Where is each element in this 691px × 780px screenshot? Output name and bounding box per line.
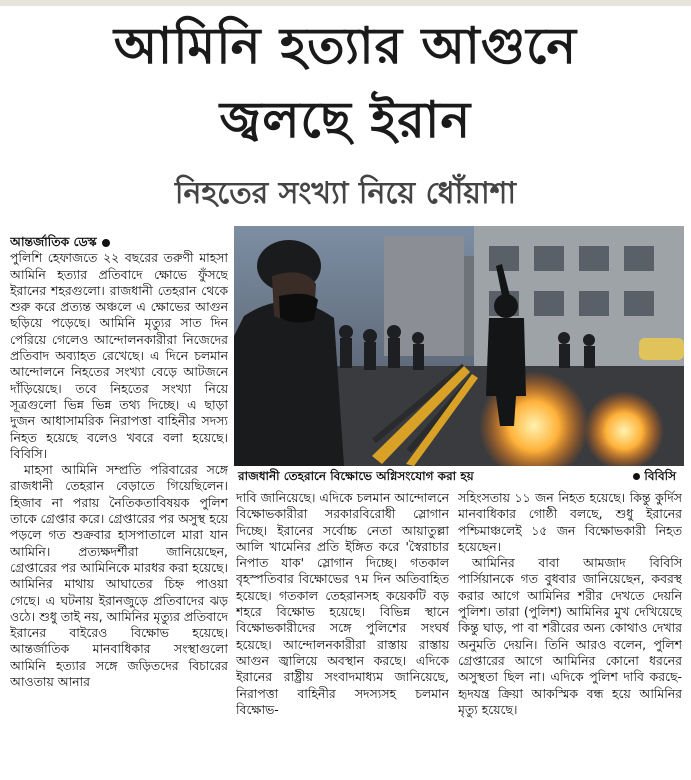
article-column-2 (236, 490, 449, 774)
subtitle: নিহতের সংখ্যা নিয়ে ধোঁয়াশা (174, 176, 517, 211)
protest-fire-image (234, 226, 684, 466)
headline-line-1: আমিনি হত্যার আগুনে (113, 17, 578, 75)
photo-credit: বিবিসি (633, 466, 676, 486)
article-column-1 (10, 234, 228, 774)
article-column-3 (458, 490, 682, 774)
paragraph-2: মাহসা আমিনি সম্প্রতি পরিবারের সঙ্গে রাজধানী তেহরান বেড়াতে গিয়েছিলেন। হিজাব না পরায় নৈতিকতাবিষয়ক পুলিশ তাকে গ্রেপ্তার করে। গ্রেপ্তারের পর অসুস্থ হয়ে পড়লে গত শুক্রবার হাসপাতালে মারা যান আমিনি। প্রত্যক্ষদর্শীরা জানিয়েছেন, গ্রেপ্তারের পর আমিনিকে মারধর করা হয়েছে। আমিনির মাথায় আঘাতের চিহ্ন পাওয়া গেছে। এ ঘটনায় ইরানজুড়ে প্রতিবাদের ঝড় ওঠে। শুধু তাই নয়, আমিনির মৃত্যুর প্রতিবাদে ইরানের বাইরেও বিক্ষোভ হয়েছে। আন্তর্জাতিক মানবাধিকার সংস্থাগুলো আমিনি হত্যার সঙ্গে জড়িতদের বিচারের আওতায় আনার (10, 462, 228, 690)
photo-caption-bar (234, 466, 684, 486)
bullet-icon (102, 239, 110, 247)
paragraph-5: আমিনির বাবা আমজাদ বিবিসি পার্সিয়ানকে গত বুধবার জানিয়েছেন, কবরস্থ করার আগে আমিনির শরীর দেখতে দেয়নি পুলিশ। তারা (পুলিশ) আমিনির মুখ দেখিয়েছে কিন্তু ঘাড়, পা বা শরীরের অন্য কোথাও দেখার অনুমতি দেয়নি। তিনি আরও বলেন, পুলিশ গ্রেপ্তারের আগে আমিনির কোনো ধরনের অসুস্থতা ছিল না। এদিকে পুলিশ দাবি করছে- হৃদযন্ত্র ক্রিয়া আকস্মিক বন্ধ হয়ে আমিনির মৃত্যু হয়েছে। (458, 555, 682, 717)
paragraph-4: সহিংসতায় ১১ জন নিহত হয়েছে। কিন্তু কুর্দিস মানবাধিকার গোষ্ঠী বলছে, শুধু ইরানের পশ্চিমাঞ্চলেই ১৫ জন বিক্ষোভকারী নিহত হয়েছেন। (458, 490, 682, 554)
headline (0, 14, 691, 152)
headline-line-2: জ্বলছে ইরান (219, 91, 472, 149)
photo-caption: রাজধানী তেহরানে বিক্ষোভে অগ্নিসংযোগ করা হয় (238, 469, 474, 483)
news-photo (234, 226, 684, 466)
desk-label: আন্তর্জাতিক ডেস্ক (10, 234, 97, 249)
paragraph-3: দাবি জানিয়েছে। এদিকে চলমান আন্দোলনে বিক্ষোভকারীরা সরকারবিরোধী স্লোগান দিচ্ছে। ইরানের সর্বোচ্চ নেতা আয়াতুল্লা আলি খামেনির প্রতি ইঙ্গিত করে 'স্বৈরাচার নিপাত যাক' স্লোগান দিচ্ছে। গতকাল বৃহস্পতিবার বিক্ষোভের ৭ম দিন অতিবাহিত হয়েছে। গতকাল তেহরানসহ কয়েকটি বড় শহরে বিক্ষোভ হয়েছে। বিভিন্ন স্থানে বিক্ষোভকারীদের সঙ্গে পুলিশের সংঘর্ষ হয়েছে। আন্দোলনকারীরা রাস্তায় রাস্তায় আগুন জ্বালিয়ে অবস্থান করছে। এদিকে ইরানের রাষ্ট্রীয় সংবাদমাধ্যম জানিয়েছে, নিরাপত্তা বাহিনীর সদস্যসহ চলমান বিক্ষোভ- (236, 490, 449, 717)
paragraph-1: পুলিশি হেফাজতে ২২ বছরের তরুণী মাহসা আমিনি হত্যার প্রতিবাদে ক্ষোভে ফুঁসছে ইরানের শহরগুলো। রাজধানী তেহরান থেকে শুরু করে প্রত্যন্ত অঞ্চলে এ ক্ষোভের আগুন ছড়িয়ে পড়েছে। আমিনি মৃত্যুর সাত দিন পেরিয়ে গেলেও আন্দোলনকারীরা নিজেদের প্রতিবাদ অব্যাহত রেখেছে। এ দিনে চলমান আন্দোলনে নিহতের সংখ্যা বেড়ে আটজনে দাঁড়িয়েছে। তবে নিহতের সংখ্যা নিয়ে সূত্রগুলো ভিন্ন ভিন্ন তথ্য দিচ্ছে। এ ছাড়া দুজন আধাসামরিক নিরাপত্তা বাহিনীর সদস্য নিহত হয়েছে বলেও খবরে বলা হয়েছে। বিবিসি। (10, 250, 228, 461)
top-rule (0, 0, 691, 6)
